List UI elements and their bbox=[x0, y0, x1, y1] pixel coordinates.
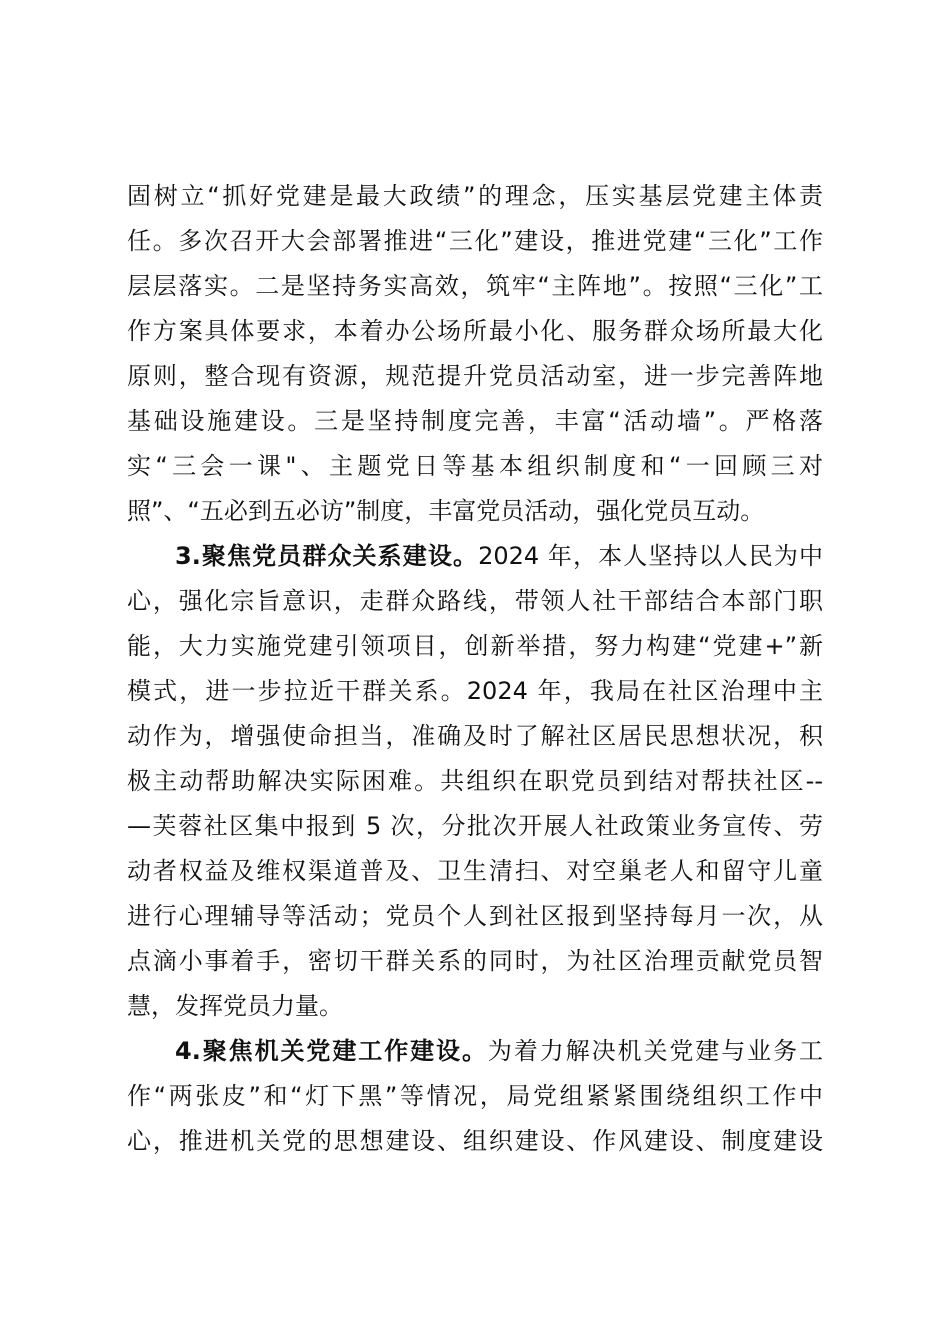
text-line: 点滴小事着手，密切干群关系的同时，为社区治理贡献党员智 bbox=[127, 947, 823, 975]
text-run: 2024 年，本人坚持以人民为中 bbox=[478, 542, 823, 570]
paragraph-first-line bbox=[127, 1029, 823, 1074]
text-line: 心，推进机关党的思想建设、组织建设、作风建设、制度建设 bbox=[127, 1127, 823, 1155]
text-line: 极主动帮助解决实际困难。共组织在职党员到结对帮扶社区-- bbox=[127, 767, 823, 795]
text-line: 模式，进一步拉近干群关系。2024 年，我局在社区治理中主 bbox=[127, 677, 823, 705]
text-line: 实“三会一课"、主题党日等基本组织制度和“一回顾三对 bbox=[127, 452, 823, 480]
text-line: 心，强化宗旨意识，走群众路线，带领人社干部结合本部门职 bbox=[127, 587, 823, 615]
text-line: 任。多次召开大会部署推进“三化”建设，推进党建“三化”工作 bbox=[127, 227, 823, 255]
text-line: 动作为，增强使命担当，准确及时了解社区居民思想状况，积 bbox=[127, 722, 823, 750]
section-heading: 3.聚焦党员群众关系建设。 bbox=[175, 542, 479, 570]
text-line: 动者权益及维权渠道普及、卫生清扫、对空巢老人和留守儿童 bbox=[127, 857, 823, 885]
text-line: 作“两张皮”和“灯下黑”等情况，局党组紧紧围绕组织工作中 bbox=[127, 1082, 823, 1110]
paragraph-1 bbox=[127, 174, 823, 534]
text-line: 作方案具体要求，本着办公场所最小化、服务群众场所最大化 bbox=[127, 317, 823, 345]
text-line: 层层落实。二是坚持务实高效，筑牢“主阵地”。按照“三化”工 bbox=[127, 272, 823, 300]
text-line: 照”、“五必到五必访”制度，丰富党员活动，强化党员互动。 bbox=[127, 497, 765, 525]
text-run: 为着力解决机关党建与业务工 bbox=[487, 1037, 823, 1065]
text-line: 慧，发挥党员力量。 bbox=[127, 992, 343, 1020]
paragraph-2 bbox=[127, 534, 823, 1029]
paragraph-3 bbox=[127, 1029, 823, 1164]
paragraph-first-line bbox=[127, 534, 823, 579]
text-line: 固树立“抓好党建是最大政绩”的理念，压实基层党建主体责 bbox=[127, 182, 823, 210]
text-line: —芙蓉社区集中报到 5 次，分批次开展人社政策业务宣传、劳 bbox=[127, 812, 823, 840]
text-line: 能，大力实施党建引领项目，创新举措，努力构建“党建+”新 bbox=[127, 632, 823, 660]
text-line: 基础设施建设。三是坚持制度完善，丰富“活动墙”。严格落 bbox=[127, 407, 823, 435]
section-heading: 4.聚焦机关党建工作建设。 bbox=[175, 1037, 488, 1065]
body-text bbox=[127, 174, 823, 1164]
text-line: 进行心理辅导等活动；党员个人到社区报到坚持每月一次，从 bbox=[127, 902, 823, 930]
text-line: 原则，整合现有资源，规范提升党员活动室，进一步完善阵地 bbox=[127, 362, 823, 390]
